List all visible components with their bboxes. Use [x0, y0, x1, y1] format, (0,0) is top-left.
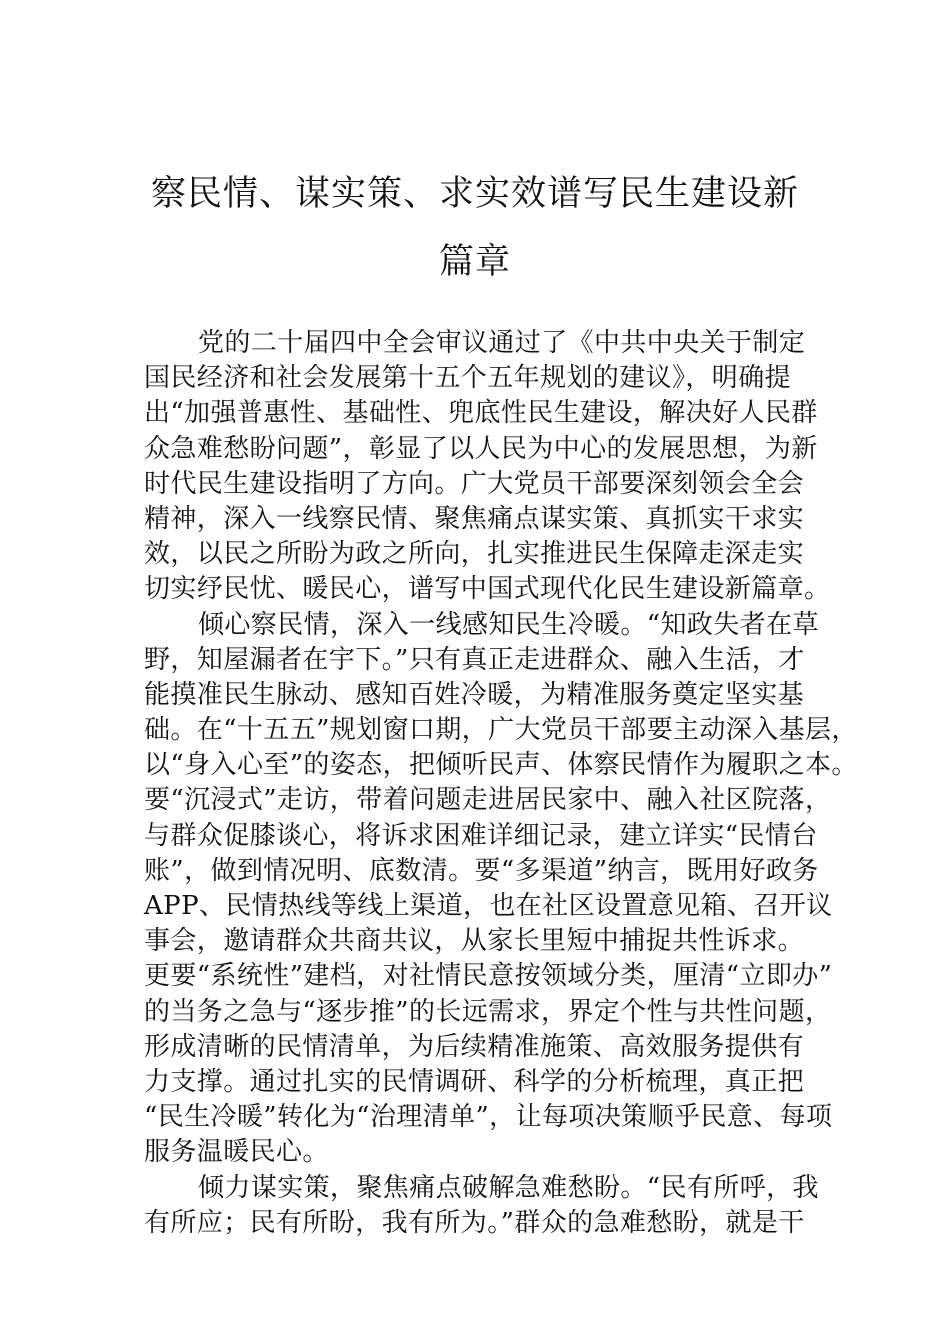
- paragraph-line: 倾心察民情，深入一线感知民生冷暖。“知政失者在草: [198, 609, 819, 640]
- paragraph-line: 与群众促膝谈心，将诉求困难详细记录，建立详实“民情台: [144, 820, 818, 851]
- paragraph-line: 力支撑。通过扎实的民情调研、科学的分析梳理，真正把: [144, 1066, 805, 1097]
- paragraph-line: 众急难愁盼问题”，彰显了以人民为中心的发展思想，为新: [144, 433, 818, 464]
- paragraph-line: 账”，做到情况明、底数清。要“多渠道”纳言，既用好政务: [144, 855, 819, 886]
- paragraph-line: 以“身入心至”的姿态，把倾听民声、体察民情作为履职之本。: [144, 750, 858, 781]
- paragraph-line: 效，以民之所盼为政之所向，扎实推进民生保障走深走实: [144, 539, 805, 570]
- title-line: 篇章: [438, 242, 511, 282]
- paragraph-line: 形成清晰的民情清单，为后续精准施策、高效服务提供有: [144, 1031, 805, 1062]
- paragraph-3: [144, 1171, 824, 1241]
- paragraph-line: APP、民情热线等线上渠道，也在社区设置意见箱、召开议: [144, 891, 833, 921]
- paragraph-1: [144, 326, 831, 608]
- paragraph-line: 更要“系统性”建档，对社情民意按领域分类，厘清“立即办”: [144, 961, 833, 992]
- paragraph-line: 能摸准民生脉动、感知百姓冷暖，为精准服务奠定坚实基: [144, 679, 805, 710]
- paragraph-line: 倾力谋实策，聚焦痛点破解急难愁盼。“民有所呼，我: [198, 1172, 819, 1203]
- paragraph-2: [144, 608, 858, 1171]
- paragraph-line: “民生冷暖”转化为“治理清单”，让每项决策顺乎民意、每项: [144, 1102, 833, 1133]
- paragraph-line: 党的二十届四中全会审议通过了《中共中央关于制定: [198, 328, 806, 358]
- title-line: 察民情、谋实策、求实效谱写民生建设新: [150, 174, 799, 214]
- paragraph-line: 出“加强普惠性、基础性、兜底性民生建设，解决好人民群: [144, 398, 818, 429]
- paragraph-line: 切实纾民忧、暖民心，谱写中国式现代化民生建设新篇章。: [144, 574, 831, 605]
- paragraph-line: 要“沉浸式”走访，带着问题走进居民家中、融入社区院落，: [144, 785, 832, 816]
- paragraph-line: 精神，深入一线察民情、聚焦痛点谋实策、真抓实干求实: [144, 503, 805, 534]
- paragraph-line: 时代民生建设指明了方向。广大党员干部要深刻领会全会: [144, 468, 805, 499]
- paragraph-line: 础。在“十五五”规划窗口期，广大党员干部要主动深入基层，: [144, 715, 858, 746]
- paragraph-line: 事会，邀请群众共商共议，从家长里短中捕捉共性诉求。: [144, 926, 805, 957]
- paragraph-line: 野，知屋漏者在宇下。”只有真正走进群众、融入生活，才: [144, 644, 805, 675]
- paragraph-line: 的当务之急与“逐步推”的长远需求，界定个性与共性问题，: [144, 996, 832, 1027]
- document-body: [144, 326, 858, 1241]
- paragraph-line: 服务温暖民心。: [144, 1137, 329, 1168]
- paragraph-line: 有所应；民有所盼，我有所为。”群众的急难愁盼，就是干: [144, 1207, 805, 1238]
- document-title: [120, 160, 830, 296]
- paragraph-line: 国民经济和社会发展第十五个五年规划的建议》，明确提: [144, 363, 792, 394]
